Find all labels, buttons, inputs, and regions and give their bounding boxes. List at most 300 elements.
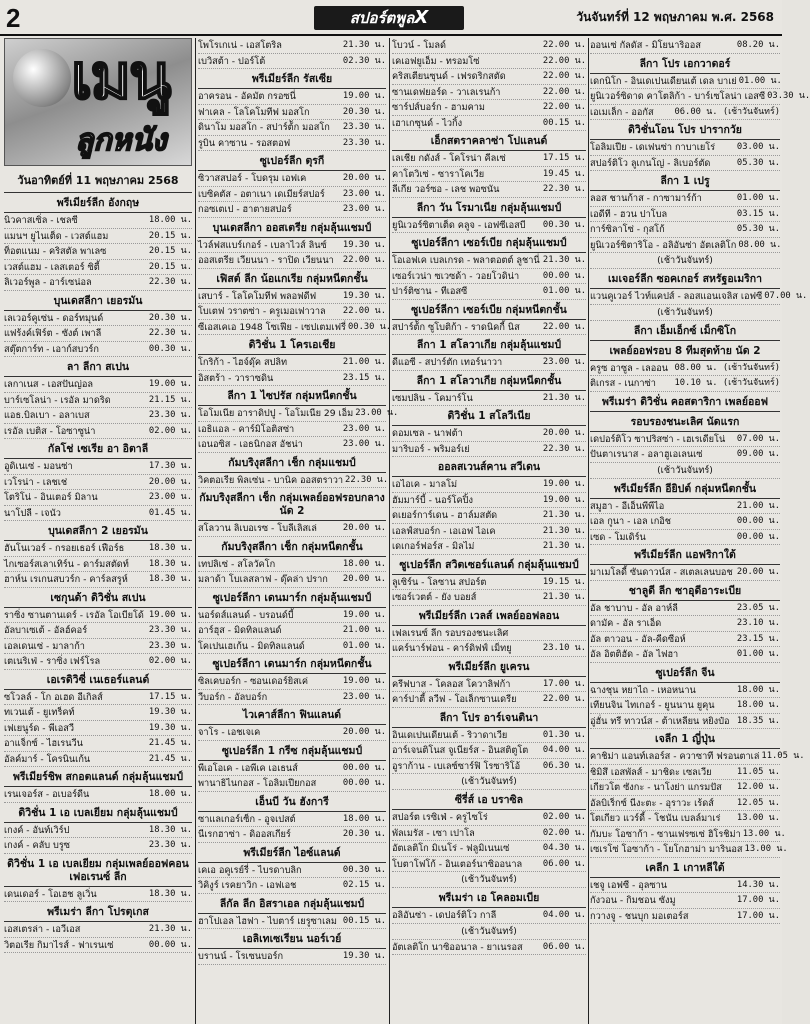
page-header	[0, 0, 782, 36]
match-teams: โตเกียว แวร์ดี้ - โชนัน เบลล์มาเร่	[590, 813, 721, 824]
match-row	[198, 371, 386, 387]
match-row	[4, 787, 192, 803]
kickoff-time: 21.30 น.	[542, 592, 586, 602]
kickoff-time: 03.00 น.	[736, 142, 780, 152]
league-heading: เพลย์ออฟรอบ 8 ทีมสุดท้าย นัด 2	[590, 341, 780, 361]
match-row	[198, 949, 386, 965]
match-row	[198, 437, 386, 453]
match-row	[4, 377, 192, 393]
match-row	[590, 89, 810, 105]
match-row	[4, 608, 192, 624]
match-teams: เกงค์ - อันท์เวิร์ป	[4, 824, 70, 836]
match-row	[4, 342, 192, 358]
match-row	[392, 810, 586, 826]
league-heading: พรีเมียร์ลีก ไอซ์แลนด์	[198, 843, 386, 863]
match-row	[392, 69, 586, 85]
kickoff-time: 18.00 น.	[736, 684, 780, 695]
kickoff-time: 23.10 น.	[542, 643, 586, 653]
match-row	[392, 857, 586, 873]
match-teams: โคเปนเฮเก้น - มิดทิลแลนด์	[198, 640, 305, 652]
kickoff-time: 20.15 น.	[148, 246, 192, 256]
match-row	[590, 647, 780, 663]
match-row	[590, 156, 780, 172]
kickoff-time: 00.30 น.	[347, 321, 392, 332]
match-teams: เกียวโต ซังกะ - นาโงย่า แกรมปัส	[590, 782, 722, 793]
kickoff-time: 22.00 น.	[542, 694, 586, 704]
match-teams: สปอร์ต เรซิเฟ่ - ครูไซโร่	[392, 812, 488, 823]
kickoff-time: 17.00 น.	[736, 910, 780, 921]
match-teams: อูดิเนเซ่ - มอนซ่า	[4, 461, 73, 472]
kickoff-time: 22.00 น.	[542, 102, 586, 112]
match-teams: วิคิงูร์ เรคยาวิก - เอฟเอช	[198, 880, 297, 891]
match-teams: ติเกรส - เนกาซ่า	[590, 378, 656, 389]
kickoff-time: 23.00 น.	[355, 408, 399, 418]
match-row	[4, 557, 192, 573]
match-row	[392, 391, 586, 407]
match-teams: โพโรเกเน่ - เอสโตริล	[198, 40, 282, 51]
match-teams: ท็อตแนม - คริสตัล พาเลซ	[4, 246, 107, 257]
kickoff-time: 00.00 น.	[342, 762, 386, 773]
match-row	[198, 572, 386, 588]
brand-logo	[314, 6, 464, 30]
match-row	[392, 116, 586, 132]
kickoff-time: 18.00 น.	[342, 558, 386, 569]
kickoff-time: 18.00 น.	[736, 700, 780, 710]
match-row	[4, 823, 192, 839]
match-row	[590, 289, 808, 305]
kickoff-time: 23.00 น.	[148, 492, 192, 502]
kickoff-time: 12.00 น.	[736, 782, 780, 792]
league-heading: ซีรี่ส์ เอ บราซิล	[392, 790, 586, 810]
match-teams: เกงค์ - คลับ บรูซ	[4, 840, 71, 851]
league-heading: เอเรดิวิซี่ เนเธอร์แลนด์	[4, 670, 192, 690]
match-teams: เคเอฟยูเอ็ม - ทรอมโซ่	[392, 55, 480, 67]
match-teams: ชิมิสึ เอสพัลส์ - มาชิดะ เซลเวีย	[590, 766, 712, 778]
kickoff-time: 01.00 น.	[738, 75, 782, 86]
match-teams: กวางจู - ชนบุก มอเตอร์ส	[590, 910, 689, 922]
match-row	[392, 100, 586, 116]
kickoff-time: 22.00 น.	[342, 306, 386, 316]
kickoff-time: 04.00 น.	[542, 910, 586, 920]
kickoff-time	[584, 626, 586, 641]
kickoff-time: 08.00 น.	[738, 239, 782, 250]
match-row	[590, 238, 780, 254]
match-teams: ดอมเซล - นาฟต้า	[392, 428, 463, 439]
match-teams: อูราก้าน - เบเลซ์ซาร์ฟิ โรซาริโอ้	[392, 760, 521, 772]
match-teams: ซานเดฟยอร์ด - วาเลเรนก้า	[392, 86, 501, 98]
kickoff-time: 20.00 น.	[148, 476, 192, 487]
match-teams: เรอัล เบติส - โอซาซูน่า	[4, 425, 96, 437]
match-row	[4, 260, 192, 276]
match-teams: เซอร์เวน่า ซเวซด้า - วอยโวดิน่า	[392, 270, 520, 282]
match-row	[392, 477, 586, 493]
kickoff-time: 00.00 น.	[342, 778, 386, 788]
match-row	[4, 475, 192, 491]
match-teams: เอเมเล็ก - ออกัส	[590, 106, 654, 118]
match-teams: เลเชีย กดังส์ - โคโรน่า คีลเซ่	[392, 153, 506, 164]
match-row	[4, 838, 192, 854]
league-heading: ดิวิชั่น 1 โครเอเชีย	[198, 335, 386, 355]
kickoff-time: 22.30 น.	[148, 277, 192, 287]
kickoff-time: 00.00 น.	[148, 939, 192, 950]
match-row	[4, 639, 192, 655]
league-heading: เจลีก 1 ญี่ปุ่น	[590, 729, 780, 749]
match-row	[392, 539, 586, 555]
match-row	[392, 151, 586, 167]
kickoff-time: 23.30 น.	[148, 640, 192, 651]
kickoff-time: 18.00 น.	[148, 215, 192, 225]
league-heading: ลีกา โปร อาร์เจนตินา	[392, 708, 586, 728]
match-teams: เสบาร์ - โลโคโมทีฟ พลอฟดีฟ	[198, 290, 317, 302]
match-row	[198, 238, 386, 254]
match-teams: เอลฟ์สบอร์ก - เอเอฟ ไอเค	[392, 525, 496, 537]
match-teams: การ์ซิลาโซ่ - กุสโก้	[590, 224, 665, 235]
match-teams: โอโมเนีย อาราดิปปู - โอโมเนีย 29 เอ็ม	[198, 408, 354, 419]
match-row	[4, 922, 192, 938]
match-teams: อัล ตาวอน - อัล-คีดซีอห์	[590, 633, 686, 645]
match-teams: อัล ชาบาบ - อัล อาห์ลี	[590, 602, 678, 614]
match-row	[392, 759, 586, 775]
match-teams: คาร์ปาตี้ ลวีฟ - โอเล็กซานเดรีย	[392, 694, 517, 705]
match-row	[392, 355, 586, 371]
league-heading: ลีกา 1 สโลวาเกีย กลุ่มลุ้นแชมป์	[392, 335, 586, 355]
kickoff-time: 21.30 น.	[542, 392, 586, 403]
match-row	[590, 207, 780, 223]
match-row	[4, 541, 192, 557]
kickoff-time: 18.00 น.	[148, 789, 192, 799]
kickoff-time: 23.30 น.	[342, 122, 386, 132]
match-teams: เตเนริเฟ่ - ราซิ่ง เฟร์โรล	[4, 656, 101, 667]
kickoff-time: 08.00 น. (เช้าวันจันทร์)	[674, 362, 780, 373]
match-teams: วิตอเรีย กิมาไรส์ - ฟาเรนเซ่	[4, 939, 114, 951]
match-row	[392, 677, 586, 693]
kickoff-time: 23.00 น.	[342, 439, 386, 449]
match-teams: ไกเซอร์สเลาเทิร์น - ดาร์มสตัดท์	[4, 558, 129, 570]
kickoff-time: 13.00 น.	[736, 813, 780, 823]
match-teams: เอลเดนเซ่ - มาลาก้า	[4, 640, 85, 652]
match-row	[590, 105, 780, 121]
match-teams: เซอร์เวตต์ - ยัง บอยส์	[392, 592, 477, 603]
match-teams: เรนเจอร์ส - อเบอร์ดีน	[4, 789, 90, 800]
league-heading: ซูเปอร์ลีกา เซอร์เบีย กลุ่มหนีตกชั้น	[392, 300, 586, 320]
league-heading: พรีเมียร์ชิพ สกอตแลนด์ กลุ่มลุ้นแชมป์	[4, 767, 192, 787]
match-row	[4, 752, 192, 768]
match-teams: อัลค์มาร์ - โครนินเก้น	[4, 753, 91, 765]
kickoff-time: 00.00 น.	[736, 531, 780, 542]
column-divider	[389, 38, 390, 1024]
match-row	[392, 590, 586, 606]
match-teams: ซาร์ปส์บอร์ก - ฮามคาม	[392, 102, 485, 113]
match-row	[198, 674, 386, 690]
kickoff-time: 23.00 น.	[342, 423, 386, 434]
match-row	[590, 893, 780, 909]
kickoff-time: 19.15 น.	[542, 576, 586, 587]
match-row	[198, 187, 386, 203]
match-teams: เทียนจิน ไทเกอร์ - ยูนนาน ยูคุน	[590, 700, 715, 711]
kickoff-time: 06.30 น.	[542, 760, 586, 771]
kickoff-time: 23.30 น.	[342, 137, 386, 148]
match-teams: นิวคาสเซิ่ล - เชลซี	[4, 215, 78, 226]
kickoff-time: 22.00 น.	[342, 255, 386, 265]
match-teams: โกริก้า - ไฮจ์ดุ๊ค สปลิท	[198, 357, 288, 368]
match-teams: กอซเตเป - ฮาตายสปอร์	[198, 204, 292, 215]
kickoff-time: 22.00 น.	[542, 55, 586, 66]
football-icon	[13, 49, 71, 107]
match-teams: ครูซ อาซูล - เลออน	[590, 362, 669, 374]
kickoff-time: 22.00 น.	[542, 86, 586, 97]
match-row	[590, 499, 780, 515]
match-row	[392, 218, 586, 234]
match-teams: ฮัมมาร์บี้ - นอร์โคปิ้ง	[392, 494, 473, 506]
kickoff-time: 20.15 น.	[148, 230, 192, 241]
kickoff-time: 19.30 น.	[148, 722, 192, 733]
match-row	[392, 826, 586, 842]
match-teams: มาริบอร์ - พริมอร์เย่	[392, 443, 470, 455]
match-teams: นอร์ดส์แลนด์ - บรอนด์บี้	[198, 609, 294, 621]
league-heading: ซูเปอร์ลีกา เดนมาร์ก กลุ่มลุ้นแชมป์	[198, 588, 386, 608]
match-teams: ซีเอสเคเอ 1948 โซเฟีย - เซปเตมเฟรี่	[198, 321, 346, 333]
kickoff-time: 22.30 น.	[542, 184, 586, 194]
kickoff-time: 22.00 น.	[542, 321, 586, 332]
match-teams: ลูเซิร์น - โลซาน สปอร์ต	[392, 576, 487, 588]
match-teams: บรานน์ - โรเซนบอร์ก	[198, 951, 284, 962]
match-row	[590, 811, 780, 827]
schedule-note: (เช้าวันจันทร์)	[590, 305, 780, 321]
kickoff-time: 02.00 น.	[542, 812, 586, 822]
match-teams: สมูฮา - อีเอ็นพีพีไอ	[590, 500, 665, 512]
match-row	[392, 743, 586, 759]
match-row	[198, 639, 386, 655]
match-row	[4, 424, 192, 440]
kickoff-time: 01.00 น.	[736, 649, 780, 659]
match-teams: เดเกอร์ฟอร์ส - มิลไม่	[392, 541, 475, 552]
kickoff-time: 23.00 น.	[342, 691, 386, 702]
league-heading: ซูเปอร์ลีกา เซอร์เบีย กลุ่มลุ้นแชมป์	[392, 233, 586, 253]
match-row	[198, 623, 386, 639]
league-heading: กัมบริงุสลีกา เช็ก กลุ่มเพลย์ออฟรอบกลาง นัด 2	[198, 488, 386, 521]
league-heading: พรีเมียร์ลีก รัสเซีย	[198, 69, 386, 89]
match-row	[198, 202, 386, 218]
match-row	[590, 780, 780, 796]
kickoff-time: 20.00 น.	[542, 428, 586, 438]
column-divider	[588, 38, 589, 1024]
kickoff-time: 02.00 น.	[542, 827, 586, 838]
match-teams: เชจู เอฟซี - อุลซาน	[590, 879, 668, 891]
match-row	[198, 406, 399, 422]
match-row	[4, 490, 192, 506]
match-row	[392, 626, 586, 642]
match-teams: เลเวอร์คูเซ่น - ดอร์ทมุนด์	[4, 312, 104, 324]
match-teams: เฟเยนูร์ด - พีเอสวี	[4, 722, 74, 734]
match-teams: เวโรน่า - เลชเช่	[4, 476, 68, 488]
issue-date: วันจันทร์ที่ 12 พฤษภาคม พ.ศ. 2568	[576, 10, 774, 24]
league-heading: บุนเดสลีกา เยอรมัน	[4, 291, 192, 311]
kickoff-time: 18.30 น.	[148, 558, 192, 569]
match-teams: เทปลิเซ่ - สโลวัคโก	[198, 558, 276, 570]
match-teams: คริสเตียนซุนด์ - เฟรดริกสตัด	[392, 71, 506, 82]
kickoff-time: 06.00 น. (เช้าวันจันทร์)	[674, 106, 780, 117]
match-row	[4, 938, 192, 954]
match-teams: แมนฯ ยูไนเต็ด - เวสต์แฮม	[4, 230, 109, 242]
kickoff-time: 21.30 น.	[342, 40, 386, 50]
match-row	[590, 796, 780, 812]
match-teams: เบซิคตัส - อตาเนา เดเมียร์สปอร์	[198, 188, 325, 200]
kickoff-time: 18.30 น.	[148, 824, 192, 835]
kickoff-time: 11.05 น.	[736, 766, 780, 777]
match-teams: โบวน์ - โมลด์	[392, 40, 446, 51]
match-row	[4, 275, 192, 291]
match-teams: ครีฟบาส - โคลอส โควาลิฟก้า	[392, 678, 511, 690]
match-teams: เอสเตรล่า - เอวีเอส	[4, 924, 81, 935]
kickoff-time: 19.45 น.	[542, 168, 586, 179]
kickoff-time: 21.00 น.	[342, 625, 386, 635]
league-heading: ลีกัล ลีก อิสราเอล กลุ่มลุ้นแชมป์	[198, 894, 386, 914]
match-teams: ออสเตรีย เวียนนา - ราปิด เวียนนา	[198, 255, 334, 266]
kickoff-time: 23.00 น.	[342, 188, 386, 199]
league-heading: ชาลูดี ลีก ซาอุดีอาระเบีย	[590, 581, 780, 601]
kickoff-time: 03.30 น.	[767, 91, 810, 101]
match-row	[392, 269, 586, 285]
kickoff-time: 03.15 น.	[736, 208, 780, 219]
league-heading: เคลีก 1 เกาหลีใต้	[590, 858, 780, 878]
match-teams: อลิอันซ่า - เดปอร์ติโว กาลี	[392, 910, 497, 921]
league-heading: พรีเมียร์ลีก แอฟริกาใต้	[590, 545, 780, 565]
kickoff-time: 09.00 น.	[736, 449, 780, 459]
kickoff-time: 21.15 น.	[148, 394, 192, 405]
league-heading: บุนเดสลีกา ออสเตรีย กลุ่มลุ้นแชมป์	[198, 218, 386, 238]
match-teams: ซาแลเกอร์เซ็ก - อูจเปสต์	[198, 813, 296, 825]
kickoff-time: 05.30 น.	[736, 224, 780, 234]
kickoff-time: 22.30 น.	[542, 443, 586, 454]
kickoff-time: 20.30 น.	[342, 829, 386, 839]
match-row	[590, 530, 780, 546]
match-row	[4, 654, 192, 670]
match-teams: เคเอ อคูเรย์รี่ - ไบรดาบลิก	[198, 864, 302, 876]
match-row	[392, 426, 586, 442]
match-teams: รูบิน คาซาน - รอสตอฟ	[198, 137, 291, 149]
match-row	[198, 827, 386, 843]
match-row	[198, 89, 386, 105]
match-teams: ซิลเคบอร์ก - ซอนเดอร์ยิสเค่	[198, 676, 309, 687]
kickoff-time: 20.00 น.	[342, 574, 386, 584]
league-heading: ดิวิชั่น 1 เอ เบลเยียม กลุ่มลุ้นแชมป์	[4, 803, 192, 823]
match-teams: เอไอเค - มาลโม่	[392, 479, 458, 490]
match-row	[590, 447, 780, 463]
kickoff-time: 21.00 น.	[736, 500, 780, 511]
match-teams: ฟาเคล - โลโคโมทีฟ มอสโก	[198, 106, 310, 118]
match-teams: สปอร์ติโว ลูเกนโญ่ - ลิเบอร์ตัด	[590, 157, 711, 169]
kickoff-time: 17.30 น.	[148, 461, 192, 471]
logo-title: เมนู	[71, 43, 170, 112]
kickoff-time: 18.30 น.	[148, 543, 192, 553]
brand-x: X	[414, 7, 429, 28]
match-row	[392, 284, 586, 300]
kickoff-time: 23.10 น.	[736, 618, 780, 628]
day-header: วันอาทิตย์ที่ 11 พฤษภาคม 2568	[4, 166, 192, 193]
league-heading: ลีกา วัน โรมาเนีย กลุ่มลุ้นแชมป์	[392, 198, 586, 218]
league-heading: ลีกา โปร เอกวาดอร์	[590, 54, 780, 74]
brand-name: สปอร์ตพูล	[349, 9, 415, 27]
match-teams: ดเยอร์การ์เดน - ฮาล์มสตัด	[392, 510, 498, 521]
match-row	[4, 721, 192, 737]
match-teams: ไวล์ฟสแบร์เกอร์ - เบลาไวส์ ลินซ์	[198, 239, 327, 251]
match-teams: จาโร - เอชเจเค	[198, 727, 261, 738]
schedule-note: (เช้าวันจันทร์)	[392, 872, 586, 888]
match-teams: เฟลเรนซ์ ลีก รอบรองชนะเลิศ	[392, 627, 509, 639]
kickoff-time: 21.30 น.	[542, 525, 586, 536]
match-row	[392, 841, 586, 857]
kickoff-time: 10.10 น. (เช้าวันจันทร์)	[674, 378, 780, 388]
kickoff-time: 13.00 น.	[744, 844, 788, 854]
match-teams: คาชิม่า แอนท์เลอร์ส - ควาซาที ฟรอนตาเล่	[590, 751, 760, 762]
kickoff-time: 01.00 น.	[542, 286, 586, 296]
match-row	[392, 182, 586, 198]
kickoff-time: 05.30 น.	[736, 157, 780, 168]
kickoff-time: 00.00 น.	[542, 270, 586, 281]
kickoff-time: 06.00 น.	[542, 858, 586, 869]
match-row	[4, 213, 192, 229]
match-teams: แอธ.บิลเบา - อลาเบส	[4, 410, 90, 421]
match-row	[590, 878, 780, 894]
kickoff-time: 19.30 น.	[342, 290, 386, 301]
match-row	[392, 253, 586, 269]
match-row	[590, 909, 780, 925]
kickoff-time: 02.15 น.	[342, 880, 386, 890]
match-teams: ราซิ่ง ซานตานเดร์ - เรอัล โอเบียโด้	[4, 609, 144, 621]
match-teams: เดปอร์ติโว ซาปริสซ่า - เฮเรเดียโน่	[590, 433, 726, 445]
kickoff-time: 21.45 น.	[148, 738, 192, 748]
kickoff-time: 20.30 น.	[148, 312, 192, 323]
match-teams: พานาธิไนกอส - โอลิมเปียกอส	[198, 778, 317, 789]
match-teams: สตุ๊ตการ์ท - เอาก์สบวร์ก	[4, 343, 99, 355]
schedule-note: (เช้าวันจันทร์)	[590, 463, 780, 479]
match-teams: อัล อิตติฮัด - อัล ไฟฮา	[590, 649, 679, 660]
kickoff-time: 11.05 น.	[761, 751, 805, 761]
kickoff-time: 19.00 น.	[542, 479, 586, 489]
match-row	[392, 728, 586, 744]
kickoff-time: 04.00 น.	[542, 745, 586, 755]
match-row	[4, 705, 192, 721]
league-heading: ออลสเวนส์คาน สวีเดน	[392, 457, 586, 477]
kickoff-time: 13.00 น.	[742, 828, 786, 839]
match-row	[4, 244, 192, 260]
match-row	[198, 105, 386, 121]
kickoff-time: 21.30 น.	[542, 541, 586, 551]
kickoff-time: 23.15 น.	[342, 372, 386, 383]
kickoff-time: 22.00 น.	[542, 71, 586, 81]
league-heading: ซูเปอร์ลีก ตุรกี	[198, 151, 386, 171]
league-heading: พรีเมียร์ลีก อังกฤษ	[4, 193, 192, 213]
match-row	[198, 608, 386, 624]
match-row	[198, 725, 386, 741]
match-teams: พีเอโอเค - เอพีเค เอเธนส์	[198, 762, 298, 774]
match-teams: เซมปลิน - โคมาร์โน	[392, 392, 473, 404]
match-row	[392, 167, 586, 183]
match-teams: เอธิแอล - คาร์มิโอติสซ่า	[198, 423, 295, 435]
match-row	[4, 326, 192, 342]
column-divider	[195, 38, 196, 1024]
match-teams: ปันตาเรนาส - อลาฮูเอเลนเซ่	[590, 449, 703, 460]
league-heading: เซกุนด้า ดิวิชั่น สเปน	[4, 588, 192, 608]
match-row	[198, 136, 386, 152]
match-row	[4, 229, 192, 245]
match-row	[198, 761, 386, 777]
kickoff-time: 17.00 น.	[542, 678, 586, 689]
match-teams: ฮาโปเอล ไฮฟา - ไบตาร์ เยรูซาเลม	[198, 915, 337, 927]
league-heading: ซูเปอร์ลีก สวิตเซอร์แลนด์ กลุ่มลุ้นแชมป์	[392, 555, 586, 575]
league-heading: พรีเมร่า ลีกา โปรตุเกส	[4, 902, 192, 922]
league-heading: พรีเมร่า ดิวิชั่น คอสตาริกา เพลย์ออฟ	[590, 392, 780, 412]
